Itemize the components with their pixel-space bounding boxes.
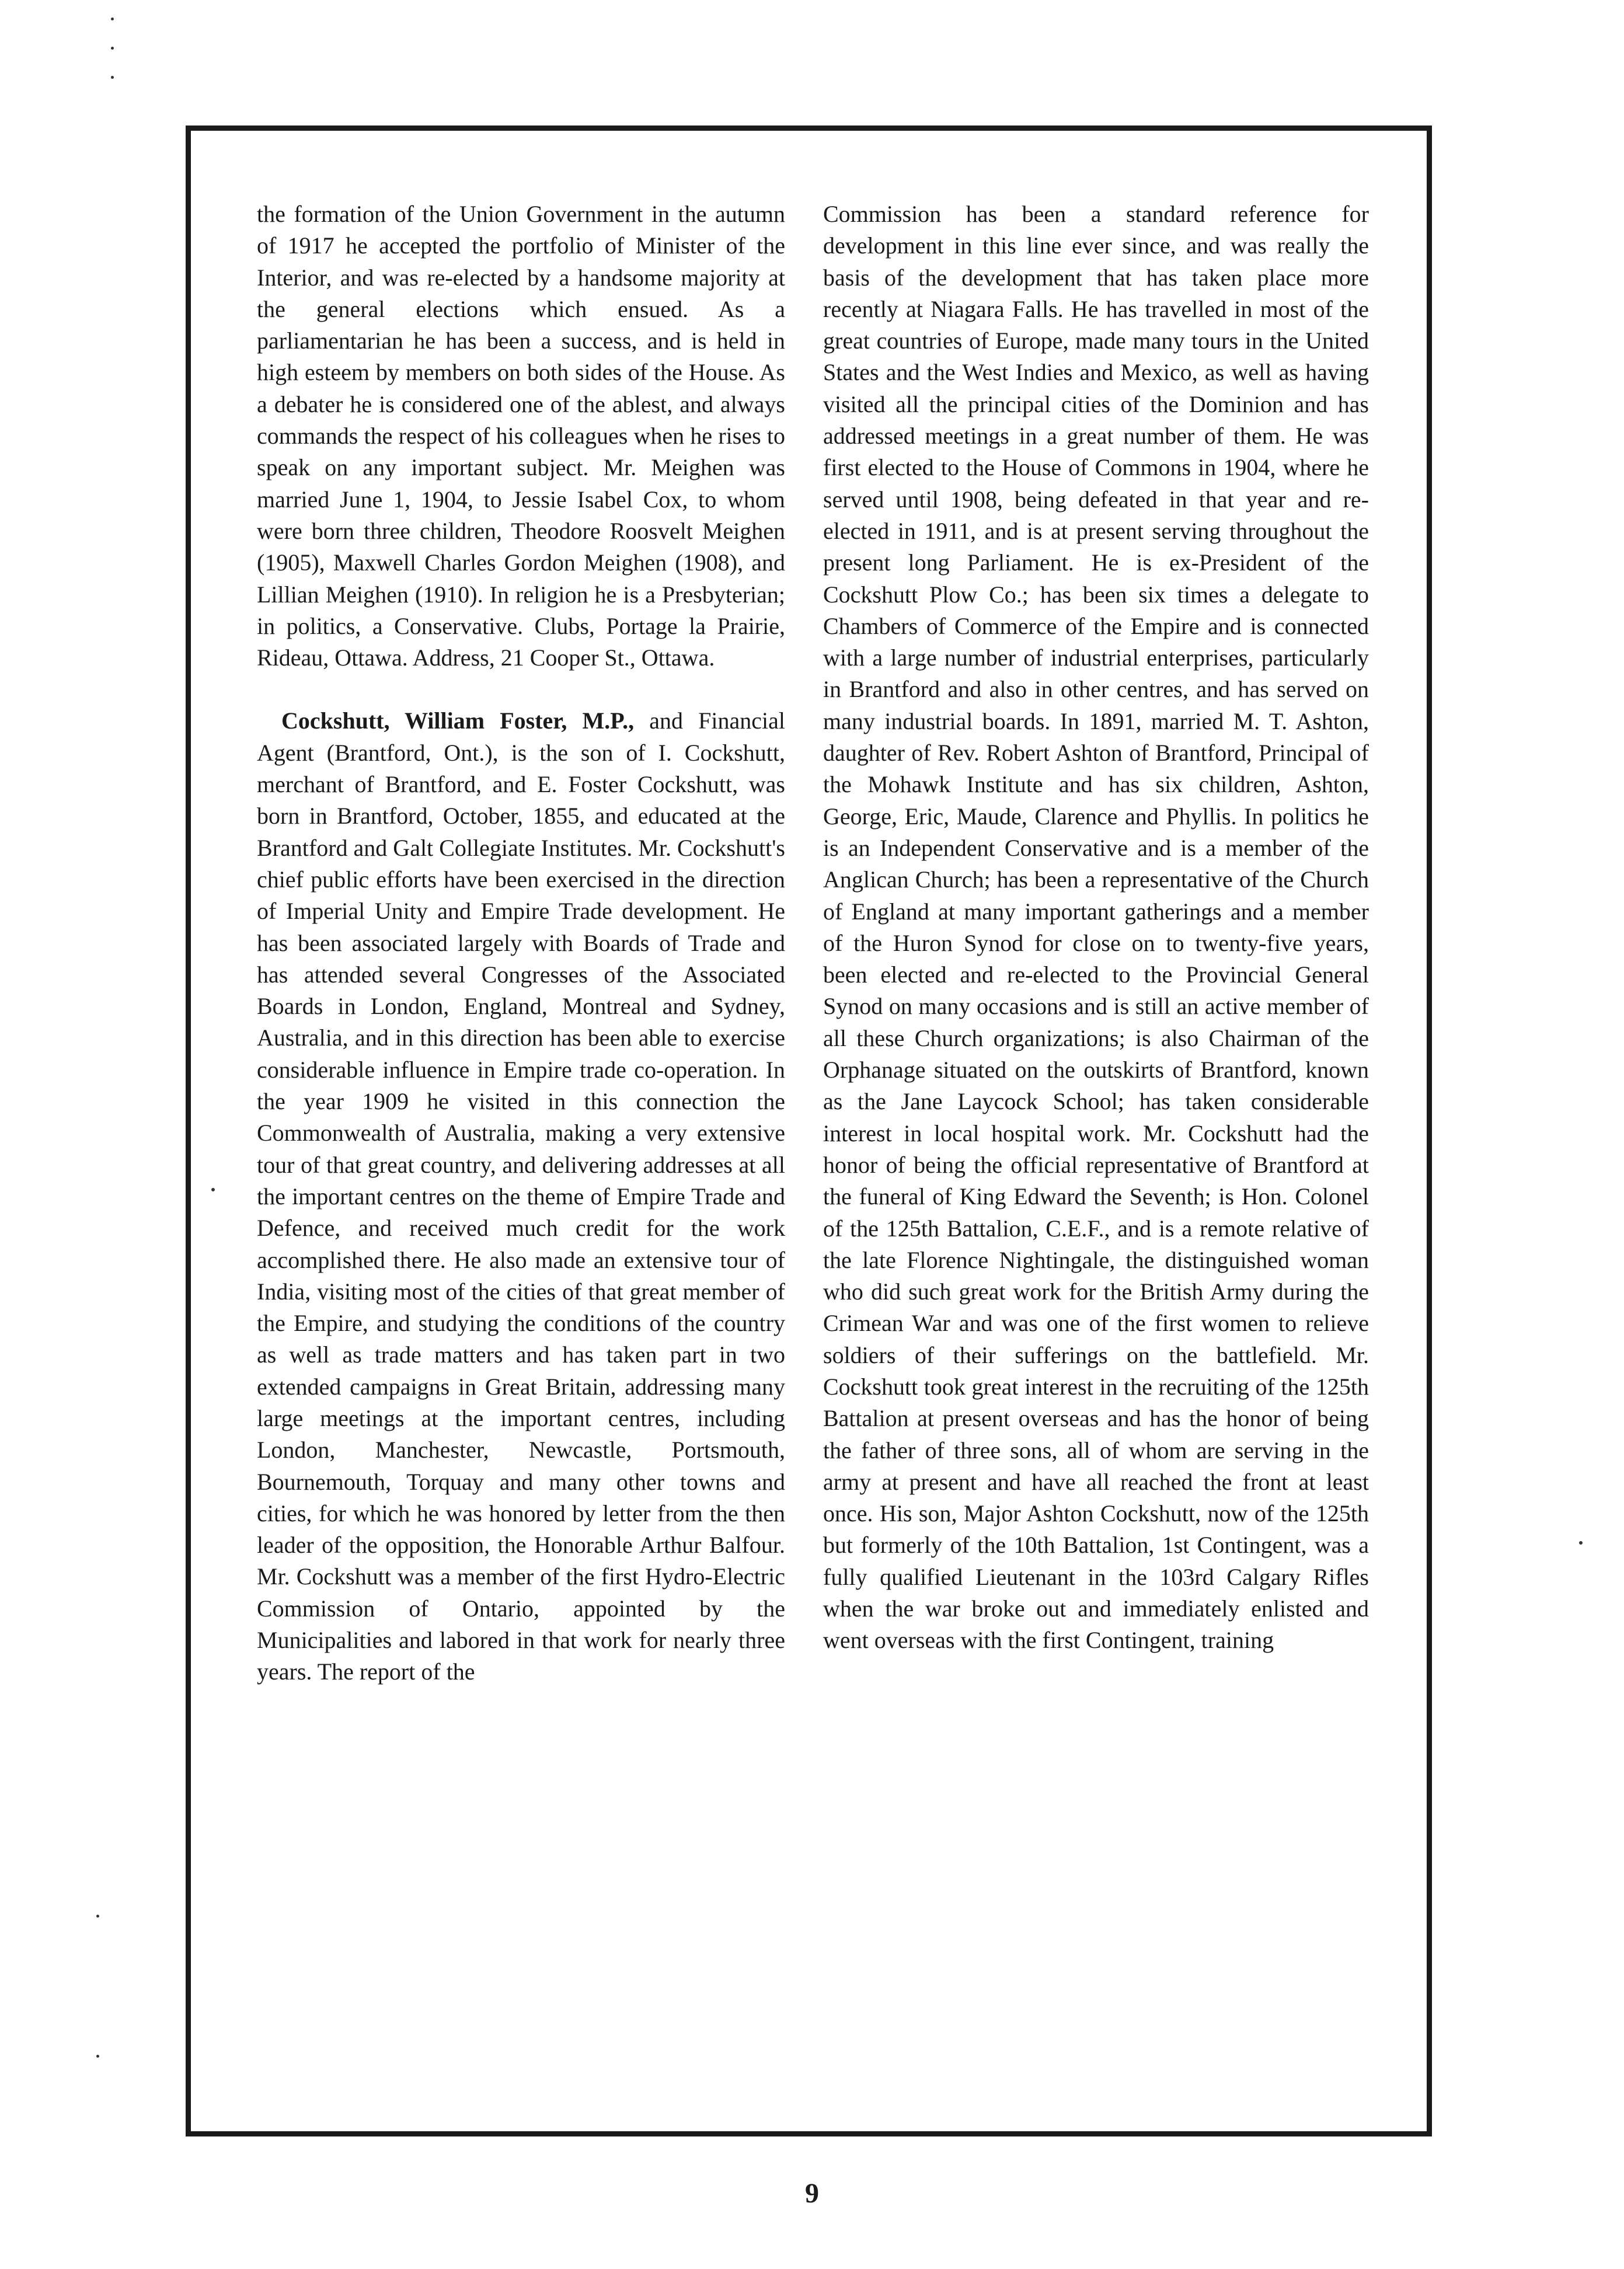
scan-speck [211,1188,215,1191]
meighen-biography-continuation: the formation of the Union Government in the autumn of 1917 he accepted the portfolio of Minister of the Interior, and was re-elected by a handsome majority at the general elections which ensued. As a parliamentarian he has been a success, and is held in high esteem by members on both sides of the House. As a debater he is considered one of the ablest, and always commands the respect of his colleagues when he rises to speak on any important subject. Mr. Meighen was married June 1, 1904, to Jessie Isabel Cox, to whom were born three children, Theodore Roosvelt Meighen (1905), Maxwell Charles Gordon Meighen (1908), and Lillian Meighen (1910). In religion he is a Presbyterian; in politics, a Conservative. Clubs, Portage la Prairie, Rideau, Ottawa. Address, 21 Cooper St., Ottawa. [257,201,785,671]
scan-speck [111,47,114,50]
scan-speck [111,18,114,20]
page-number: 9 [805,2178,819,2209]
cockshutt-biography-continuation: Commission has been a standard reference for development in this line ever since, and was really the basis of the development that has taken place more recently at Niagara Falls. He has travelled in most of the great countries of Europe, made many tours in the United States and the West Indies and Mexico, as well as having visited all the principal cities of the Dominion and has addressed meetings in a great number of them. He was first elected to the House of Commons in 1904, where he served until 1908, being defeated in that year and re-elected in 1911, and is at present serving throughout the present long Parliament. He is ex-President of the Cockshutt Plow Co.; has been six times a delegate to Chambers of Commerce of the Empire and is connected with a large number of industrial enterprises, particularly in Brantford and also in other centres, and has served on many industrial boards. In 1891, married M. T. Ashton, daughter of Rev. Robert Ashton of Brantford, Principal of the Mohawk Institute and has six children, Ashton, George, Eric, Maude, Clarence and Phyllis. In politics he is an Independent Conservative and is a member of the Anglican Church; has been a representative of the Church of England at many important gatherings and a member of the Huron Synod for close on to twenty-five years, been elected and re-elected to the Provincial General Synod on many occasions and is still an active member of all these Church organizations; is also Chairman of the Orphanage situated on the outskirts of Brantford, known as the Jane Laycock School; has taken considerable interest in local hospital work. Mr. Cockshutt had the honor of being the official representative of Brantford at the funeral of King Edward the Seventh; is Hon. Colonel of the 125th Battalion, C.E.F., and is a remote relative of the late Florence Nightingale, the distinguished woman who did such great work for the British Army during the Crimean War and was one of the first women to relieve soldiers of their sufferings on the battlefield. Mr. Cockshutt took great interest in the recruiting of the 125th Battalion at present overseas and has the honor of being the father of three sons, all of whom are serving in the army at present and have all reached the front at least once. His son, Major Ashton Cockshutt, now of the 125th but formerly of the 10th Battalion, 1st Contingent, was a fully qualified Lieutenant in the 103rd Calgary Rifles when the war broke out and immediately enlisted and went overseas with the first Contingent, training [823,201,1369,1654]
scan-speck [96,1915,99,1918]
left-column [257,198,785,1688]
cockshutt-biography-entry [257,705,785,1688]
scan-speck [111,76,114,79]
entry-body-text: and Financial Agent (Brantford, Ont.), is the son of I. Cockshutt, merchant of Brantford, and E. Foster Cockshutt, was born in Brantford, October, 1855, and educated at the Brantford and Galt Collegiate Institutes. Mr. Cockshutt's chief public efforts have been exercised in the direction of Imperial Unity and Empire Trade development. He has been associated largely with Boards of Trade and has attended several Congresses of the Associated Boards in London, England, Montreal and Sydney, Australia, and in this direction has been able to exercise considerable influence in Empire trade co-operation. In the year 1909 he visited in this connection the Commonwealth of Australia, making a very extensive tour of that great country, and delivering addresses at all the important centres on the theme of Empire Trade and Defence, and received much credit for the work accomplished there. He also made an extensive tour of India, visiting most of the cities of that great member of the Empire, and studying the conditions of the country as well as trade matters and has taken part in two extended campaigns in Great Britain, addressing many large meetings at the important centres, including London, Manchester, Newcastle, Portsmouth, Bournemouth, Torquay and many other towns and cities, for which he was honored by letter from the then leader of the opposition, the Honorable Arthur Balfour. Mr. Cockshutt was a member of the first Hydro-Electric Commission of Ontario, appointed by the Municipalities and labored in that work for nearly three years. The report of the [257,707,785,1685]
scan-speck [96,2055,99,2058]
scan-speck [1579,1541,1583,1545]
right-column [823,198,1369,1657]
entry-name-heading: Cockshutt, William Foster, M.P., [281,707,635,734]
